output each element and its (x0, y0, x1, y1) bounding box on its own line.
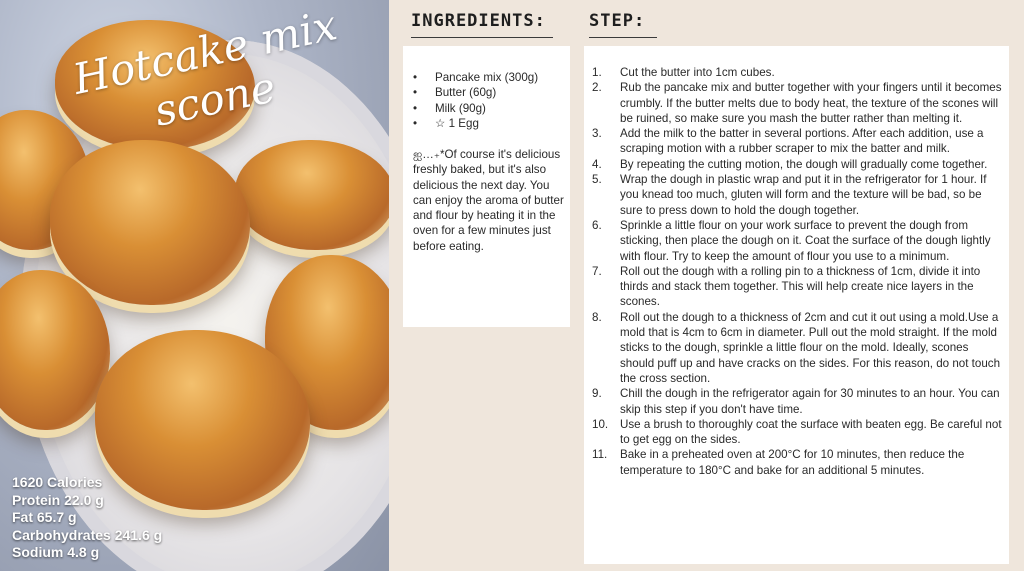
bullet: • (413, 71, 418, 84)
ingredient-text: Butter (60g) (435, 86, 497, 100)
step-item (592, 447, 1002, 478)
ingredient-item (413, 116, 538, 131)
step-number: 8. (592, 310, 602, 324)
step-item (592, 310, 1002, 386)
ingredient-text: Milk (90g) (435, 101, 486, 115)
step-number: 1. (592, 66, 602, 79)
step-text: Wrap the dough in plastic wrap and put it in the refrigerator for 1 hour. If you knead too much, gluten will form and the texture will be bad, so be sure to press down to hold the dough together. (620, 173, 987, 217)
step-number: 7. (592, 264, 602, 278)
ingredient-item (413, 101, 538, 116)
step-number: 2. (592, 81, 602, 95)
step-text: Roll out the dough with a rolling pin to a thickness of 1cm, divide it into thirds and stack them together. This will help create nice layers in the scones. (620, 264, 981, 309)
step-number: 10. (592, 417, 609, 431)
nutrition-fat: Fat 65.7 g (12, 509, 77, 525)
step-text: Sprinkle a little flour on your work surface to prevent the dough from sticking, then place the dough on it. Coat the surface of the dough lightly with flour. Try to keep the amount of flour you use to a minimum. (620, 218, 991, 263)
scone (50, 140, 250, 305)
step-text: By repeating the cutting motion, the dough will gradually come together. (620, 157, 988, 171)
step-number: 5. (592, 173, 602, 187)
step-text: Bake in a preheated oven at 200°C for 10 minutes, then reduce the temperature to 180°C and bake for an additional 5 minutes. (620, 448, 965, 477)
steps-card (584, 46, 1009, 564)
step-list (592, 65, 1002, 478)
step-text: Rub the pancake mix and butter together with your fingers until it becomes crumbly. If the butter melts due to body heat, the texture of the scones will be ruined, so make sure you mash the butter rather than melting it. (620, 81, 1002, 125)
ingredient-item (413, 85, 538, 100)
bullet: • (413, 86, 418, 100)
step-item (592, 65, 1002, 80)
step-item (592, 386, 1002, 417)
step-number: 11. (592, 448, 608, 462)
nutrition-protein: Protein 22.0 g (12, 491, 104, 508)
step-text: Add the milk to the batter in several portions. After each addition, use a scraping motion with a rubber scraper to mix the batter and milk. (620, 127, 984, 156)
nutrition-carbohydrates: Carbohydrates 241.6 g (12, 526, 163, 543)
ingredient-item (413, 70, 538, 85)
step-item (592, 80, 1002, 126)
nutrition-facts (12, 474, 162, 562)
step-number: 3. (592, 127, 602, 141)
step-item (592, 417, 1002, 448)
step-text: Cut the butter into 1cm cubes. (620, 66, 775, 79)
step-number: 9. (592, 387, 602, 401)
step-heading: STEP: (589, 11, 657, 38)
serving-note: ஐ…₊*Of course it's delicious freshly baked, but it's also delicious the next day. You can enjoy the aroma of butter and flour by heating it in the oven for a few minutes just before eating. (413, 148, 564, 253)
scone-photo (0, 0, 389, 571)
step-item (592, 157, 1002, 172)
ingredient-list (413, 70, 538, 131)
photo-title: Hotcake mix scone (68, 0, 342, 136)
step-item (592, 264, 1002, 310)
ingredients-card (403, 46, 570, 327)
step-number: 6. (592, 218, 602, 232)
step-text: Roll out the dough to a thickness of 2cm and cut it out using a mold.Use a mold that is 4cm to 6cm in diameter. Pull out the mold straight. If the mold sticks to the dough, sprinkle a little flour on the mold. Ideally, scones should puff up and have cracks on the sides. For this reason, do not touch the cross section. (620, 310, 1001, 385)
step-item (592, 172, 1002, 218)
step-item (592, 126, 1002, 157)
ingredients-heading: INGREDIENTS: (411, 11, 553, 38)
scone (235, 140, 389, 250)
step-text: Chill the dough in the refrigerator again for 30 minutes to an hour. You can skip this step if you don't have time. (620, 387, 1000, 416)
step-item (592, 218, 1002, 264)
ingredient-text: Pancake mix (300g) (435, 71, 539, 84)
step-number: 4. (592, 157, 602, 171)
nutrition-sodium: Sodium 4.8 g (12, 544, 100, 560)
ingredient-text: ☆ 1 Egg (435, 116, 479, 130)
bullet: • (413, 116, 418, 130)
step-text: Use a brush to thoroughly coat the surface with beaten egg. Be careful not to get egg on the sides. (620, 417, 1002, 447)
nutrition-calories: 1620 Calories (12, 474, 103, 490)
bullet: • (413, 101, 418, 115)
